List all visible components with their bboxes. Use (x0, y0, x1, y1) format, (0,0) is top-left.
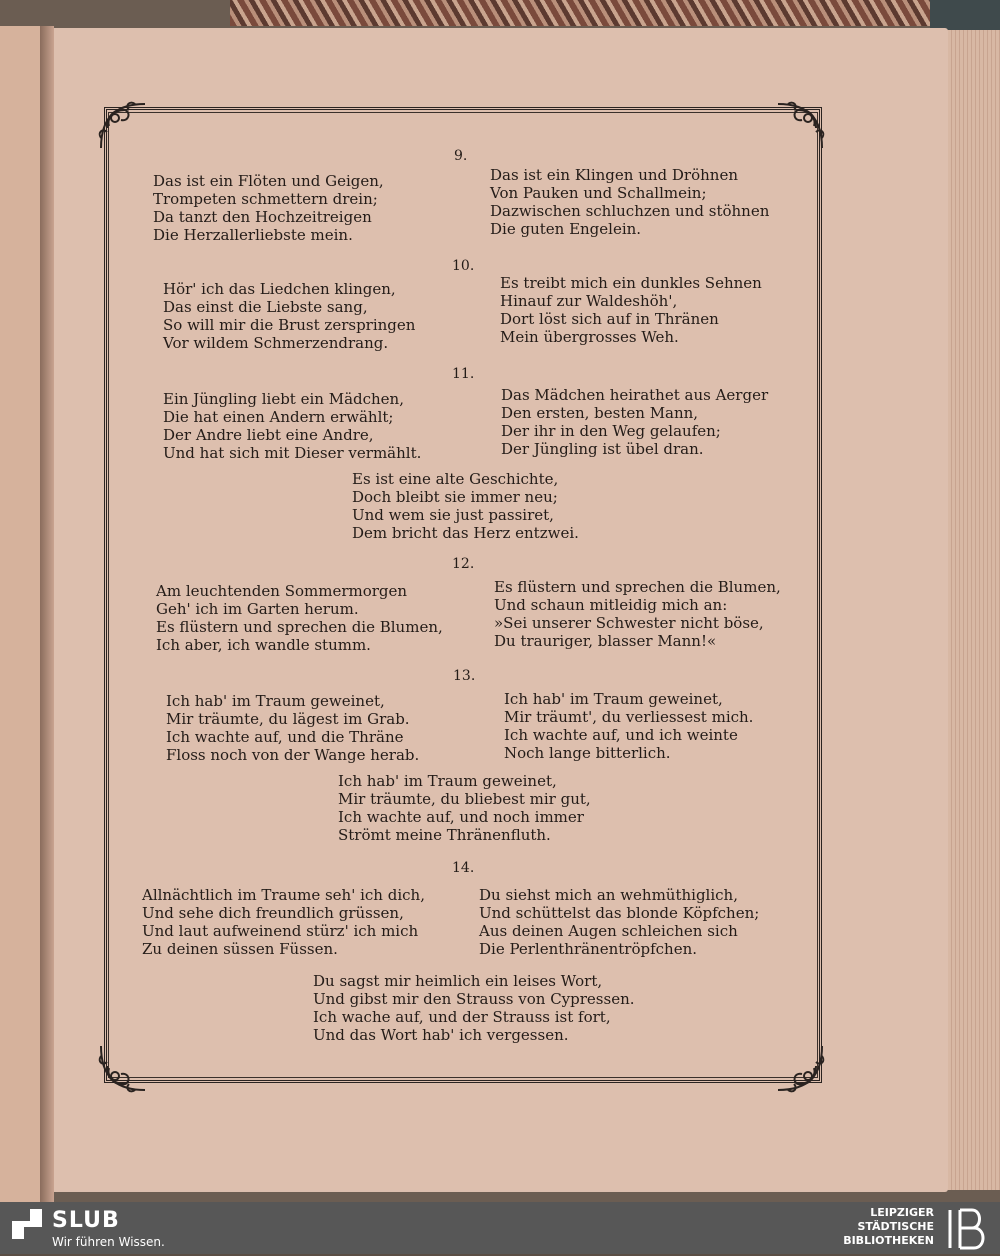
verse-line: Die hat einen Andern erwählt; (163, 408, 394, 426)
marbled-cover (230, 0, 940, 26)
corner-ornament-icon (95, 98, 151, 154)
poem-number: 14. (452, 860, 475, 876)
verse-line: Der Jüngling ist übel dran. (501, 440, 704, 458)
verse-line: Und gibst mir den Strauss von Cypressen. (313, 990, 635, 1008)
verse-line: Das Mädchen heirathet aus Aerger (501, 386, 769, 404)
library-logo-icon[interactable] (946, 1206, 992, 1252)
library-name[interactable] (814, 1206, 934, 1248)
verse-line: Es flüstern und sprechen die Blumen, (156, 618, 443, 636)
verse-line: Hör' ich das Liedchen klingen, (163, 280, 396, 298)
corner-ornament-icon (772, 1040, 828, 1096)
poem-number: 11. (452, 366, 475, 382)
verse-line: Strömt meine Thränenfluth. (338, 826, 551, 844)
stanza-right (504, 690, 753, 762)
verse-line: Das ist ein Klingen und Dröhnen (490, 166, 738, 184)
verse-line: Am leuchtenden Sommermorgen (156, 582, 408, 600)
stanza-right (494, 578, 781, 650)
poem-number: 9. (454, 148, 468, 164)
verse-line: Dem bricht das Herz entzwei. (352, 524, 579, 542)
verse-line: Noch lange bitterlich. (504, 744, 671, 762)
verse-line: Die Herzallerliebste mein. (153, 226, 353, 244)
verse-line: Und wem sie just passiret, (352, 506, 554, 524)
stanza-left (142, 886, 425, 958)
slub-tagline: Wir führen Wissen. (52, 1235, 165, 1249)
verse-line: Ich wache auf, und der Strauss ist fort, (313, 1008, 611, 1026)
stanza-right (500, 274, 762, 346)
stanza-center (338, 772, 591, 844)
stanza-left (163, 280, 415, 352)
verse-line: Der ihr in den Weg gelaufen; (501, 422, 721, 440)
verse-line: Es ist eine alte Geschichte, (352, 470, 559, 488)
stanza-left (153, 172, 384, 244)
stanza-left (166, 692, 419, 764)
verse-line: Zu deinen süssen Füssen. (142, 940, 338, 958)
verse-line: Ein Jüngling liebt ein Mädchen, (163, 390, 404, 408)
verse-line: Mir träumte, du bliebest mir gut, (338, 790, 591, 808)
verse-line: Allnächtlich im Traume seh' ich dich, (142, 886, 425, 904)
verse-line: Ich wachte auf, und die Thräne (166, 728, 404, 746)
stanza-right (479, 886, 759, 958)
verse-line: Und das Wort hab' ich vergessen. (313, 1026, 569, 1044)
verse-line: Dort löst sich auf in Thränen (500, 310, 719, 328)
verse-line: Aus deinen Augen schleichen sich (479, 922, 738, 940)
stanza-right (490, 166, 769, 238)
verse-line: Ich hab' im Traum geweinet, (166, 692, 385, 710)
verse-line: Ich wachte auf, und ich weinte (504, 726, 738, 744)
corner-ornament-icon (772, 98, 828, 154)
page-stack-edges (944, 30, 1000, 1190)
verse-line: Hinauf zur Waldeshöh', (500, 292, 678, 310)
verse-line: Trompeten schmettern drein; (153, 190, 378, 208)
verse-line: »Sei unserer Schwester nicht böse, (494, 614, 764, 632)
stanza-left (156, 582, 443, 654)
verse-line: Ich wachte auf, und noch immer (338, 808, 584, 826)
stanza-right (501, 386, 768, 458)
verse-line: Das einst die Liebste sang, (163, 298, 368, 316)
verse-line: Und sehe dich freundlich grüssen, (142, 904, 404, 922)
verse-line: Doch bleibt sie immer neu; (352, 488, 558, 506)
verse-line: Und schüttelst das blonde Köpfchen; (479, 904, 760, 922)
slub-name[interactable]: SLUB (52, 1208, 120, 1233)
verse-line: Da tanzt den Hochzeitreigen (153, 208, 372, 226)
slub-logo-icon[interactable] (12, 1209, 42, 1239)
verse-line: Es treibt mich ein dunkles Sehnen (500, 274, 762, 292)
verse-line: Der Andre liebt eine Andre, (163, 426, 374, 444)
verse-line: Floss noch von der Wange herab. (166, 746, 420, 764)
verse-line: Du trauriger, blasser Mann!« (494, 632, 717, 650)
poem-number: 13. (453, 668, 476, 684)
verse-line: Mir träumte, du lägest im Grab. (166, 710, 410, 728)
book-gutter (40, 26, 54, 1202)
verse-line: Die guten Engelein. (490, 220, 642, 238)
poem-number: 12. (452, 556, 475, 572)
poem-number: 10. (452, 258, 475, 274)
stanza-left (163, 390, 421, 462)
verse-line: Ich aber, ich wandle stumm. (156, 636, 371, 654)
verse-line: Du siehst mich an wehmüthiglich, (479, 886, 738, 904)
verse-line: Es flüstern und sprechen die Blumen, (494, 578, 781, 596)
library-name-line: LEIPZIGER (870, 1206, 934, 1219)
verse-line: Du sagst mir heimlich ein leises Wort, (313, 972, 603, 990)
verse-line: Mir träumt', du verliessest mich. (504, 708, 754, 726)
verse-line: Und schaun mitleidig mich an: (494, 596, 728, 614)
stanza-center (352, 470, 579, 542)
library-name-line: BIBLIOTHEKEN (843, 1234, 934, 1247)
verse-line: Vor wildem Schmerzendrang. (163, 334, 389, 352)
verse-line: Mein übergrosses Weh. (500, 328, 679, 346)
verse-line: Die Perlenthränentröpfchen. (479, 940, 698, 958)
verse-line: Ich hab' im Traum geweinet, (504, 690, 723, 708)
stanza-center (313, 972, 635, 1044)
verse-line: Ich hab' im Traum geweinet, (338, 772, 557, 790)
verse-line: Von Pauken und Schallmein; (490, 184, 707, 202)
verse-line: Dazwischen schluchzen und stöhnen (490, 202, 770, 220)
verse-line: Und laut aufweinend stürz' ich mich (142, 922, 419, 940)
library-name-line: STÄDTISCHE (857, 1220, 934, 1233)
corner-ornament-icon (95, 1040, 151, 1096)
verse-line: Und hat sich mit Dieser vermählt. (163, 444, 422, 462)
verse-line: Geh' ich im Garten herum. (156, 600, 359, 618)
verse-line: Den ersten, besten Mann, (501, 404, 699, 422)
verse-line: Das ist ein Flöten und Geigen, (153, 172, 384, 190)
verse-line: So will mir die Brust zerspringen (163, 316, 416, 334)
